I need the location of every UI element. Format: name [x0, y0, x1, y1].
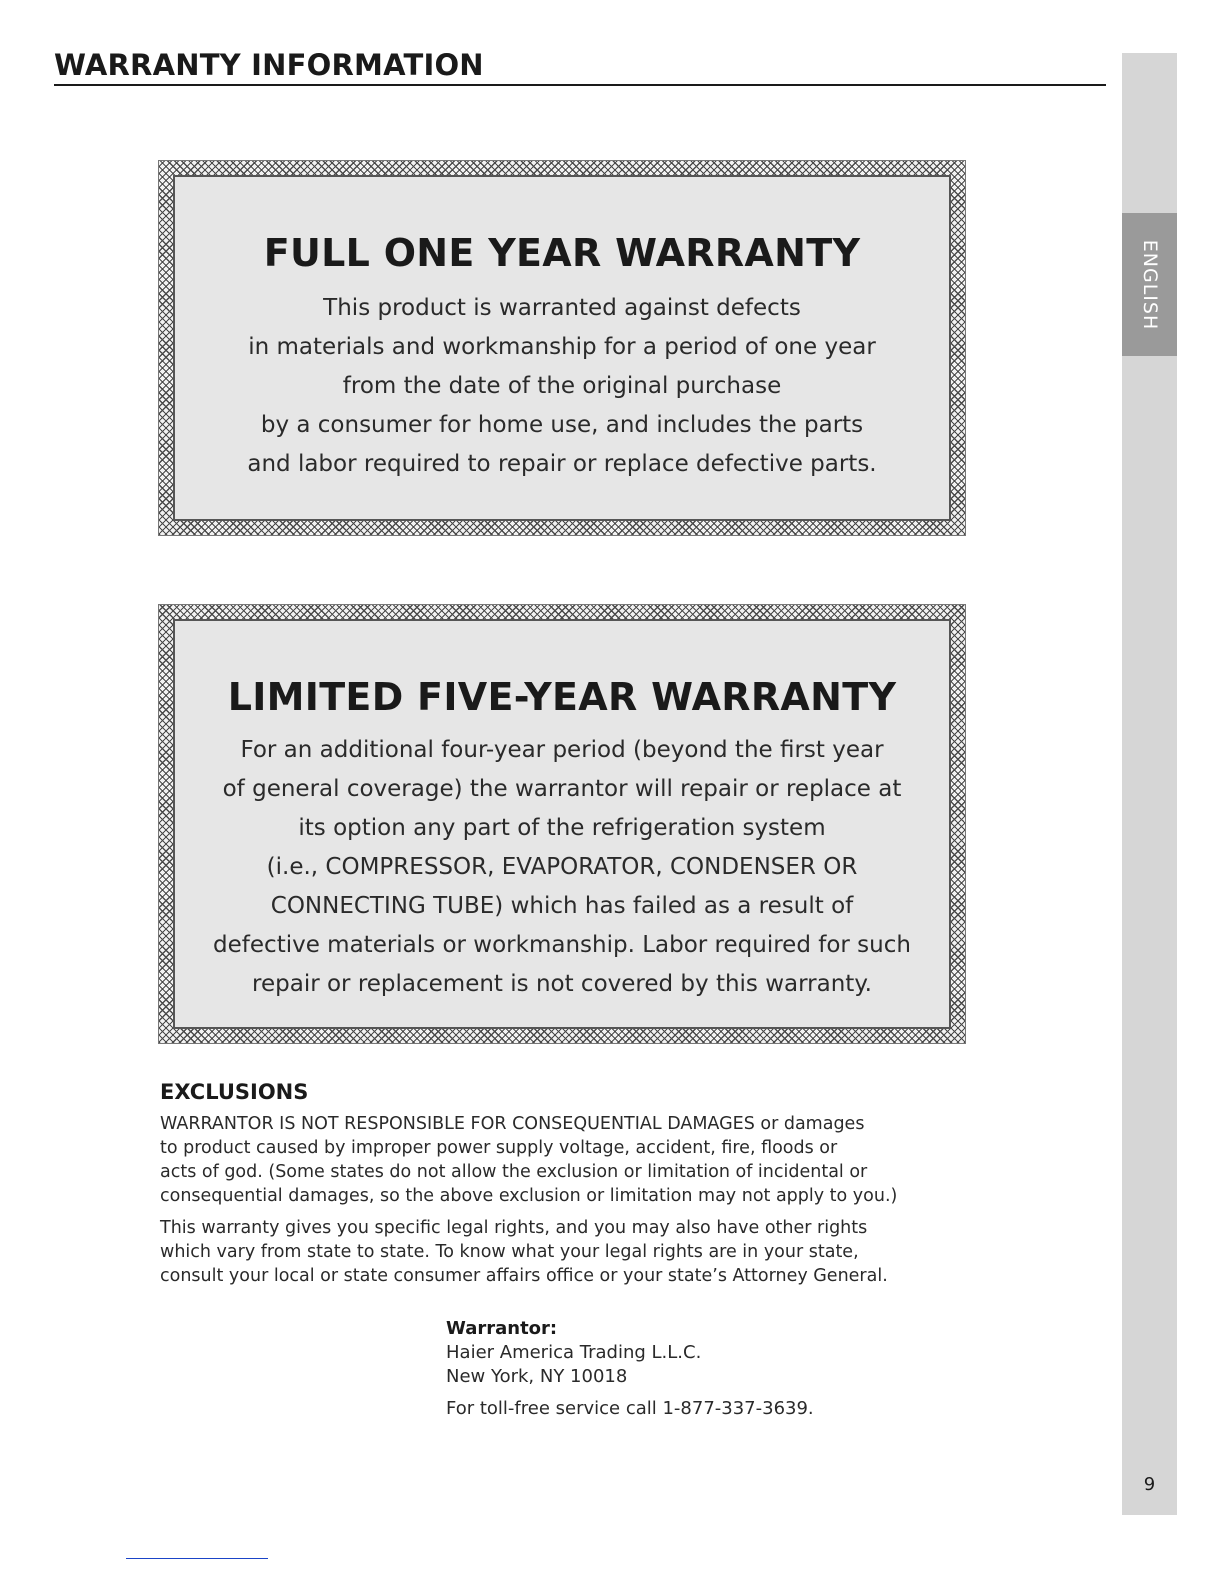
warrantor-company: Haier America Trading L.L.C. — [446, 1342, 702, 1363]
limited-warranty-box — [158, 604, 966, 1044]
language-tab — [1122, 213, 1177, 356]
exclusions-heading: EXCLUSIONS — [160, 1080, 309, 1104]
limited-warranty-line: repair or replacement is not covered by this warranty. — [252, 971, 872, 997]
full-warranty-line: This product is warranted against defects — [323, 295, 801, 321]
limited-warranty-line: its option any part of the refrigeration system — [298, 815, 826, 841]
warrantor-phone: For toll-free service call 1-877-337-3639. — [446, 1398, 814, 1419]
legal-rights-line: This warranty gives you specific legal rights, and you may also have other rights — [160, 1218, 868, 1238]
page-number: 9 — [1143, 1474, 1156, 1495]
full-warranty-line: and labor required to repair or replace defective parts. — [247, 451, 877, 477]
language-label: ENGLISH — [1138, 239, 1161, 330]
exclusions-line: acts of god. (Some states do not allow the exclusion or limitation of incidental or — [160, 1162, 868, 1182]
footnote-rule — [126, 1558, 268, 1559]
limited-warranty-line: defective materials or workmanship. Labor required for such — [213, 932, 911, 958]
exclusions-line: consequential damages, so the above exclusion or limitation may not apply to you.) — [160, 1186, 898, 1206]
warrantor-label: Warrantor: — [446, 1318, 558, 1339]
limited-warranty-title: LIMITED FIVE-YEAR WARRANTY — [227, 675, 897, 719]
exclusions-paragraph — [160, 1112, 1060, 1208]
full-warranty-panel — [173, 175, 951, 521]
warrantor-block — [446, 1317, 814, 1421]
page-header — [54, 46, 1106, 86]
exclusions-line: WARRANTOR IS NOT RESPONSIBLE FOR CONSEQUENTIAL DAMAGES or damages — [160, 1114, 865, 1134]
limited-warranty-line: For an additional four-year period (beyond the first year — [240, 737, 884, 763]
limited-warranty-line: (i.e., COMPRESSOR, EVAPORATOR, CONDENSER OR — [266, 854, 858, 880]
exclusions-section — [160, 1080, 1060, 1288]
page-title: WARRANTY INFORMATION — [54, 48, 484, 82]
full-warranty-title: FULL ONE YEAR WARRANTY — [263, 231, 861, 275]
full-warranty-line: in materials and workmanship for a period of one year — [248, 334, 876, 360]
legal-rights-paragraph — [160, 1216, 1060, 1288]
limited-warranty-line: CONNECTING TUBE) which has failed as a result of — [270, 893, 854, 919]
full-warranty-line: from the date of the original purchase — [342, 373, 782, 399]
full-warranty-box — [158, 160, 966, 536]
legal-rights-line: which vary from state to state. To know what your legal rights are in your state, — [160, 1242, 859, 1262]
limited-warranty-panel — [173, 619, 951, 1029]
full-warranty-line: by a consumer for home use, and includes the parts — [260, 412, 864, 438]
limited-warranty-line: of general coverage) the warrantor will repair or replace at — [222, 776, 902, 802]
warrantor-city: New York, NY 10018 — [446, 1366, 628, 1387]
legal-rights-line: consult your local or state consumer affairs office or your state’s Attorney General. — [160, 1266, 888, 1286]
exclusions-line: to product caused by improper power supply voltage, accident, fire, floods or — [160, 1138, 838, 1158]
